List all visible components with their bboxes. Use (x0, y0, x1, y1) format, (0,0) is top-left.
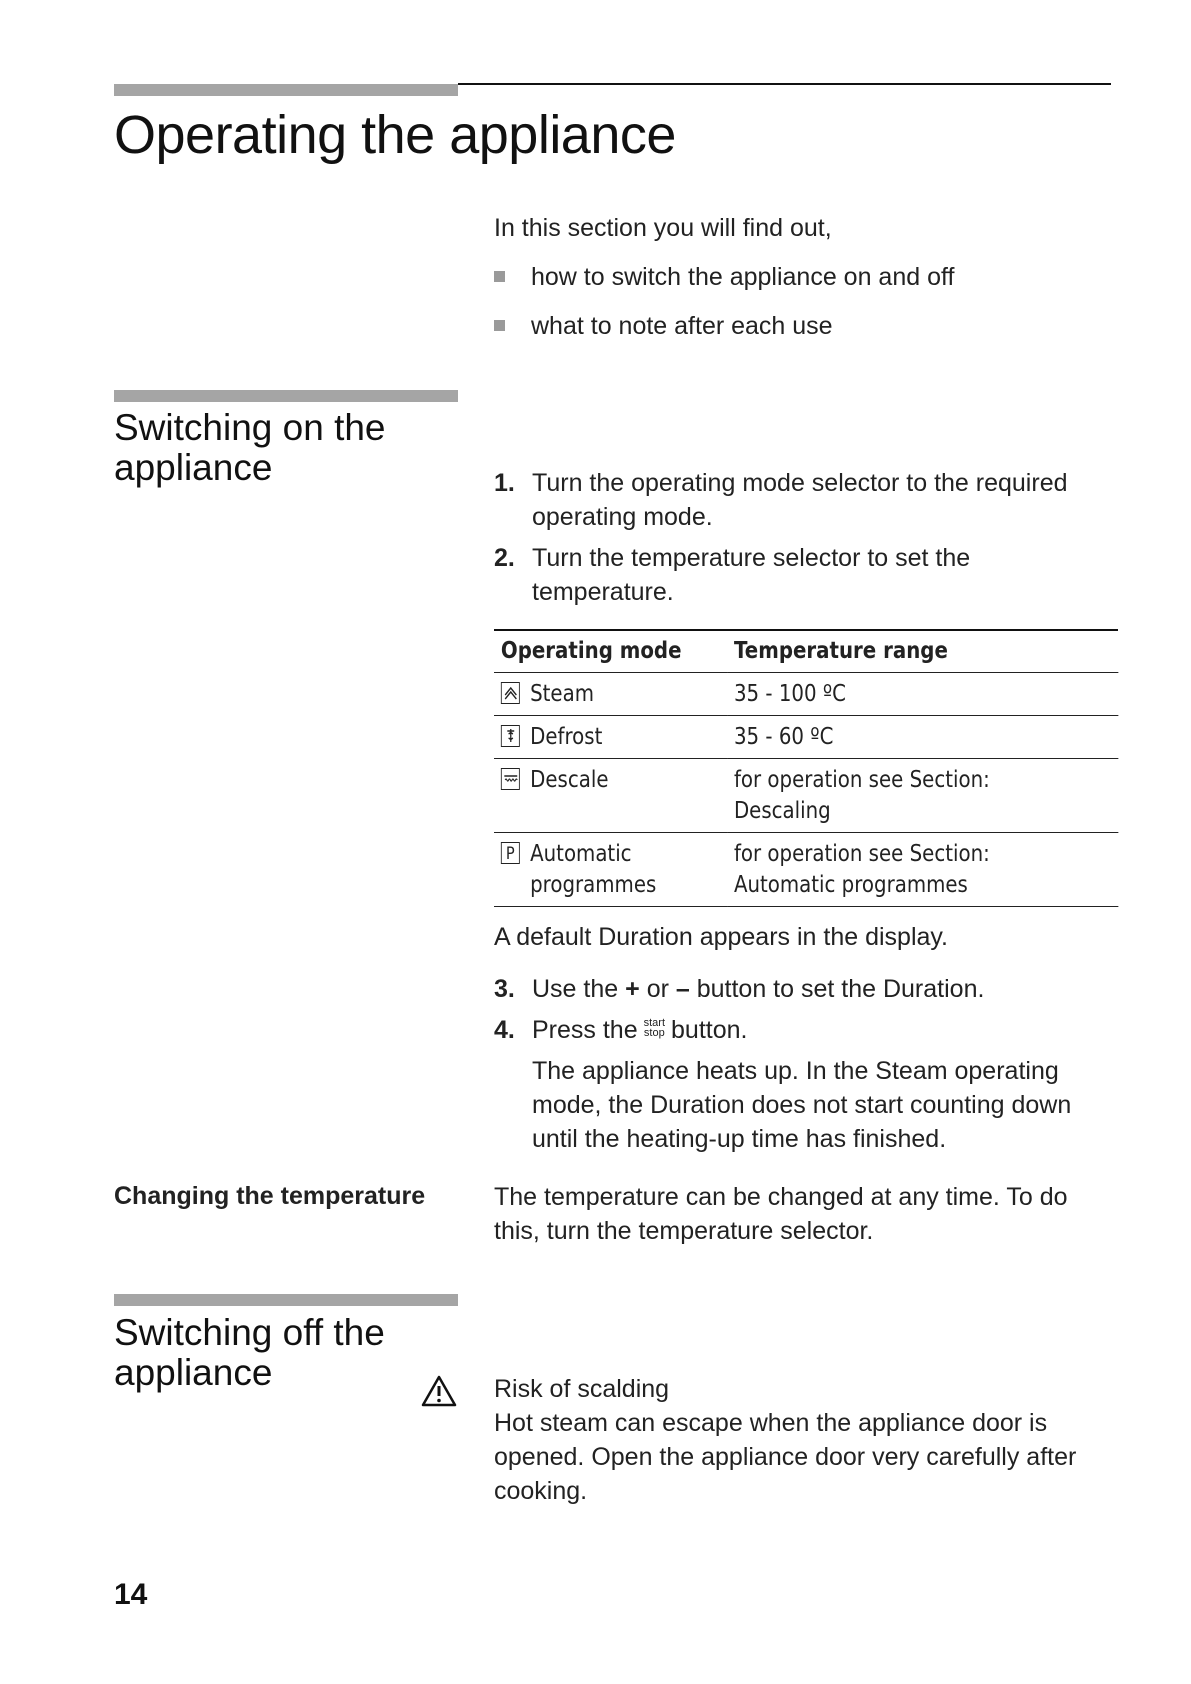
step-2: 2. Turn the temperature selector to set the temperature. (494, 544, 971, 606)
section-heading-switch-off: Switching off the appliance (114, 1312, 385, 1393)
table-row (494, 716, 1118, 759)
mode-name: Steam (530, 681, 595, 707)
step-1: 1. Turn the operating mode selector to the required operating mode. (494, 469, 1068, 531)
section-bar (114, 390, 458, 402)
minus-button-label: – (675, 975, 690, 1003)
header-rule (458, 83, 1111, 85)
programme-p-icon: P (501, 842, 520, 864)
plus-button-label: + (625, 975, 640, 1003)
column-header: Temperature range (727, 630, 1118, 673)
bullet-square-icon (494, 320, 505, 331)
table-row (494, 673, 1118, 716)
temperature-range: 35 - 100 ºC (727, 673, 1118, 716)
intro-text: In this section you will find out, (494, 214, 832, 242)
section-bar (114, 1294, 458, 1306)
start-stop-icon: start stop (643, 1017, 666, 1040)
bullet-square-icon (494, 271, 505, 282)
steam-icon (501, 682, 520, 704)
header-bar (114, 84, 458, 96)
step-4: 4. Press the start stop button. (494, 1016, 748, 1044)
step-3: 3. Use the + or – button to set the Duration. (494, 975, 985, 1003)
temperature-range: for operation see Section: Automatic programmes (727, 833, 1118, 907)
warning-title: Risk of scalding (494, 1375, 670, 1403)
mode-name: Defrost (530, 724, 603, 750)
step-4-detail: The appliance heats up. In the Steam operating mode, the Duration does not start counting down until the heating-up time has finished. (532, 1057, 1072, 1153)
warning-text: Hot steam can escape when the appliance door is opened. Open the appliance door very carefully after cooking. (494, 1409, 1077, 1505)
temperature-range: 35 - 60 ºC (727, 716, 1118, 759)
table-row (494, 833, 1118, 907)
intro-bullet: how to switch the appliance on and off (494, 263, 954, 292)
changing-temperature-text: The temperature can be changed at any time. To do this, turn the temperature selector. (494, 1183, 1068, 1245)
table-row (494, 759, 1118, 833)
temperature-range: for operation see Section: Descaling (727, 759, 1118, 833)
operating-mode-table (494, 630, 1118, 907)
changing-temperature-label: Changing the temperature (114, 1182, 426, 1210)
page-number: 14 (114, 1578, 148, 1611)
mode-name: Descale (530, 767, 609, 793)
warning-icon (420, 1374, 458, 1413)
default-duration-text: A default Duration appears in the display. (494, 923, 948, 951)
table-header-row (494, 630, 1118, 673)
page-title: Operating the appliance (114, 105, 676, 165)
column-header: Operating mode (494, 630, 727, 673)
mode-name: Automatic programmes (530, 841, 657, 898)
descale-icon (501, 768, 520, 790)
intro-bullet: what to note after each use (494, 312, 833, 341)
section-heading-switch-on: Switching on the appliance (114, 407, 386, 488)
defrost-icon (501, 725, 520, 747)
